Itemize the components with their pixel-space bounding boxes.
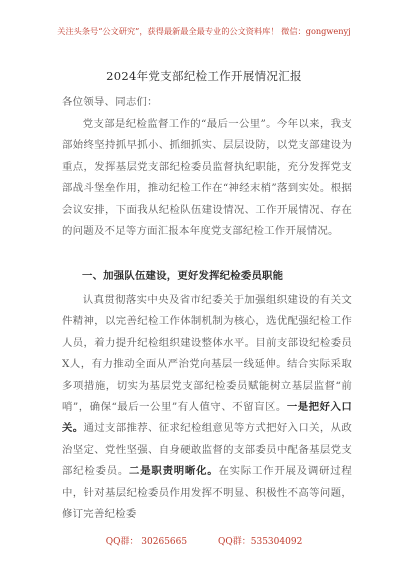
paragraph-section-1-text-d: 在实际工作开展及调研过程中，针对基层纪检委员作用发挥不明显、积极性不高等问题，修订完善纪检委 [62, 465, 353, 521]
document-title: 2024年党支部纪检工作开展情况汇报 [106, 69, 302, 83]
bold-lead-1: 一是把好入口关。 [62, 401, 353, 435]
qq-group-1: QQ群： 30265665 [105, 537, 188, 547]
bottom-banner [40, 534, 368, 547]
paragraph-intro: 党支部是纪检监督工作的“最后一公里”。今年以来，我支部始终坚持抓早抓小、抓细抓实、层层设防，以党支部建设为重点，发挥基层党支部纪检委员监督执纪职能，充分发挥党支部战斗堡垒作用，推动纪检工作在“神经末梢”落到实处。根据会议安排，下面我从纪检队伍建设情况、工作开展情况、存在的问题及不足等方面汇报本年度党支部纪检工作开展情况。 [62, 118, 352, 238]
paragraph-section-1 [62, 290, 352, 525]
bold-lead-2: 二是职责明晰化。 [129, 465, 219, 478]
qq-group-2: QQ群：535304092 [218, 537, 303, 547]
greeting: 各位领导、同志们： [62, 96, 158, 108]
section-heading-1: 一、加强队伍建设，更好发挥纪检委员职能 [82, 270, 284, 282]
paragraph-section-1-text-a: 认真贯彻落实中央及省市纪委关于加强组织建设的有关文件精神，以完善纪检工作体制机制为核心，选优配强纪检工作人员，着力提升纪检组织建设整体水平。目前支部设纪检委员X人，有力推动全面从严治党向基层一线延伸。结合实际采取多项措施，切实为基层党支部纪检委员赋能树立基层监督“前哨”，确保“最后一公里”有人值守、不留盲区。 [62, 294, 352, 414]
paragraph-section-1-text-c: 通过支部推荐、征求纪检组意见等方式把好入口关，从政治坚定、党性坚强、自身硬敢监督的支部委员中配备基层党支部纪检委员。 [62, 422, 353, 478]
top-banner: 关注头条号“公文研究”，获得最新最全最专业的公文资料库！ 微信：gongwenyj [57, 26, 351, 36]
